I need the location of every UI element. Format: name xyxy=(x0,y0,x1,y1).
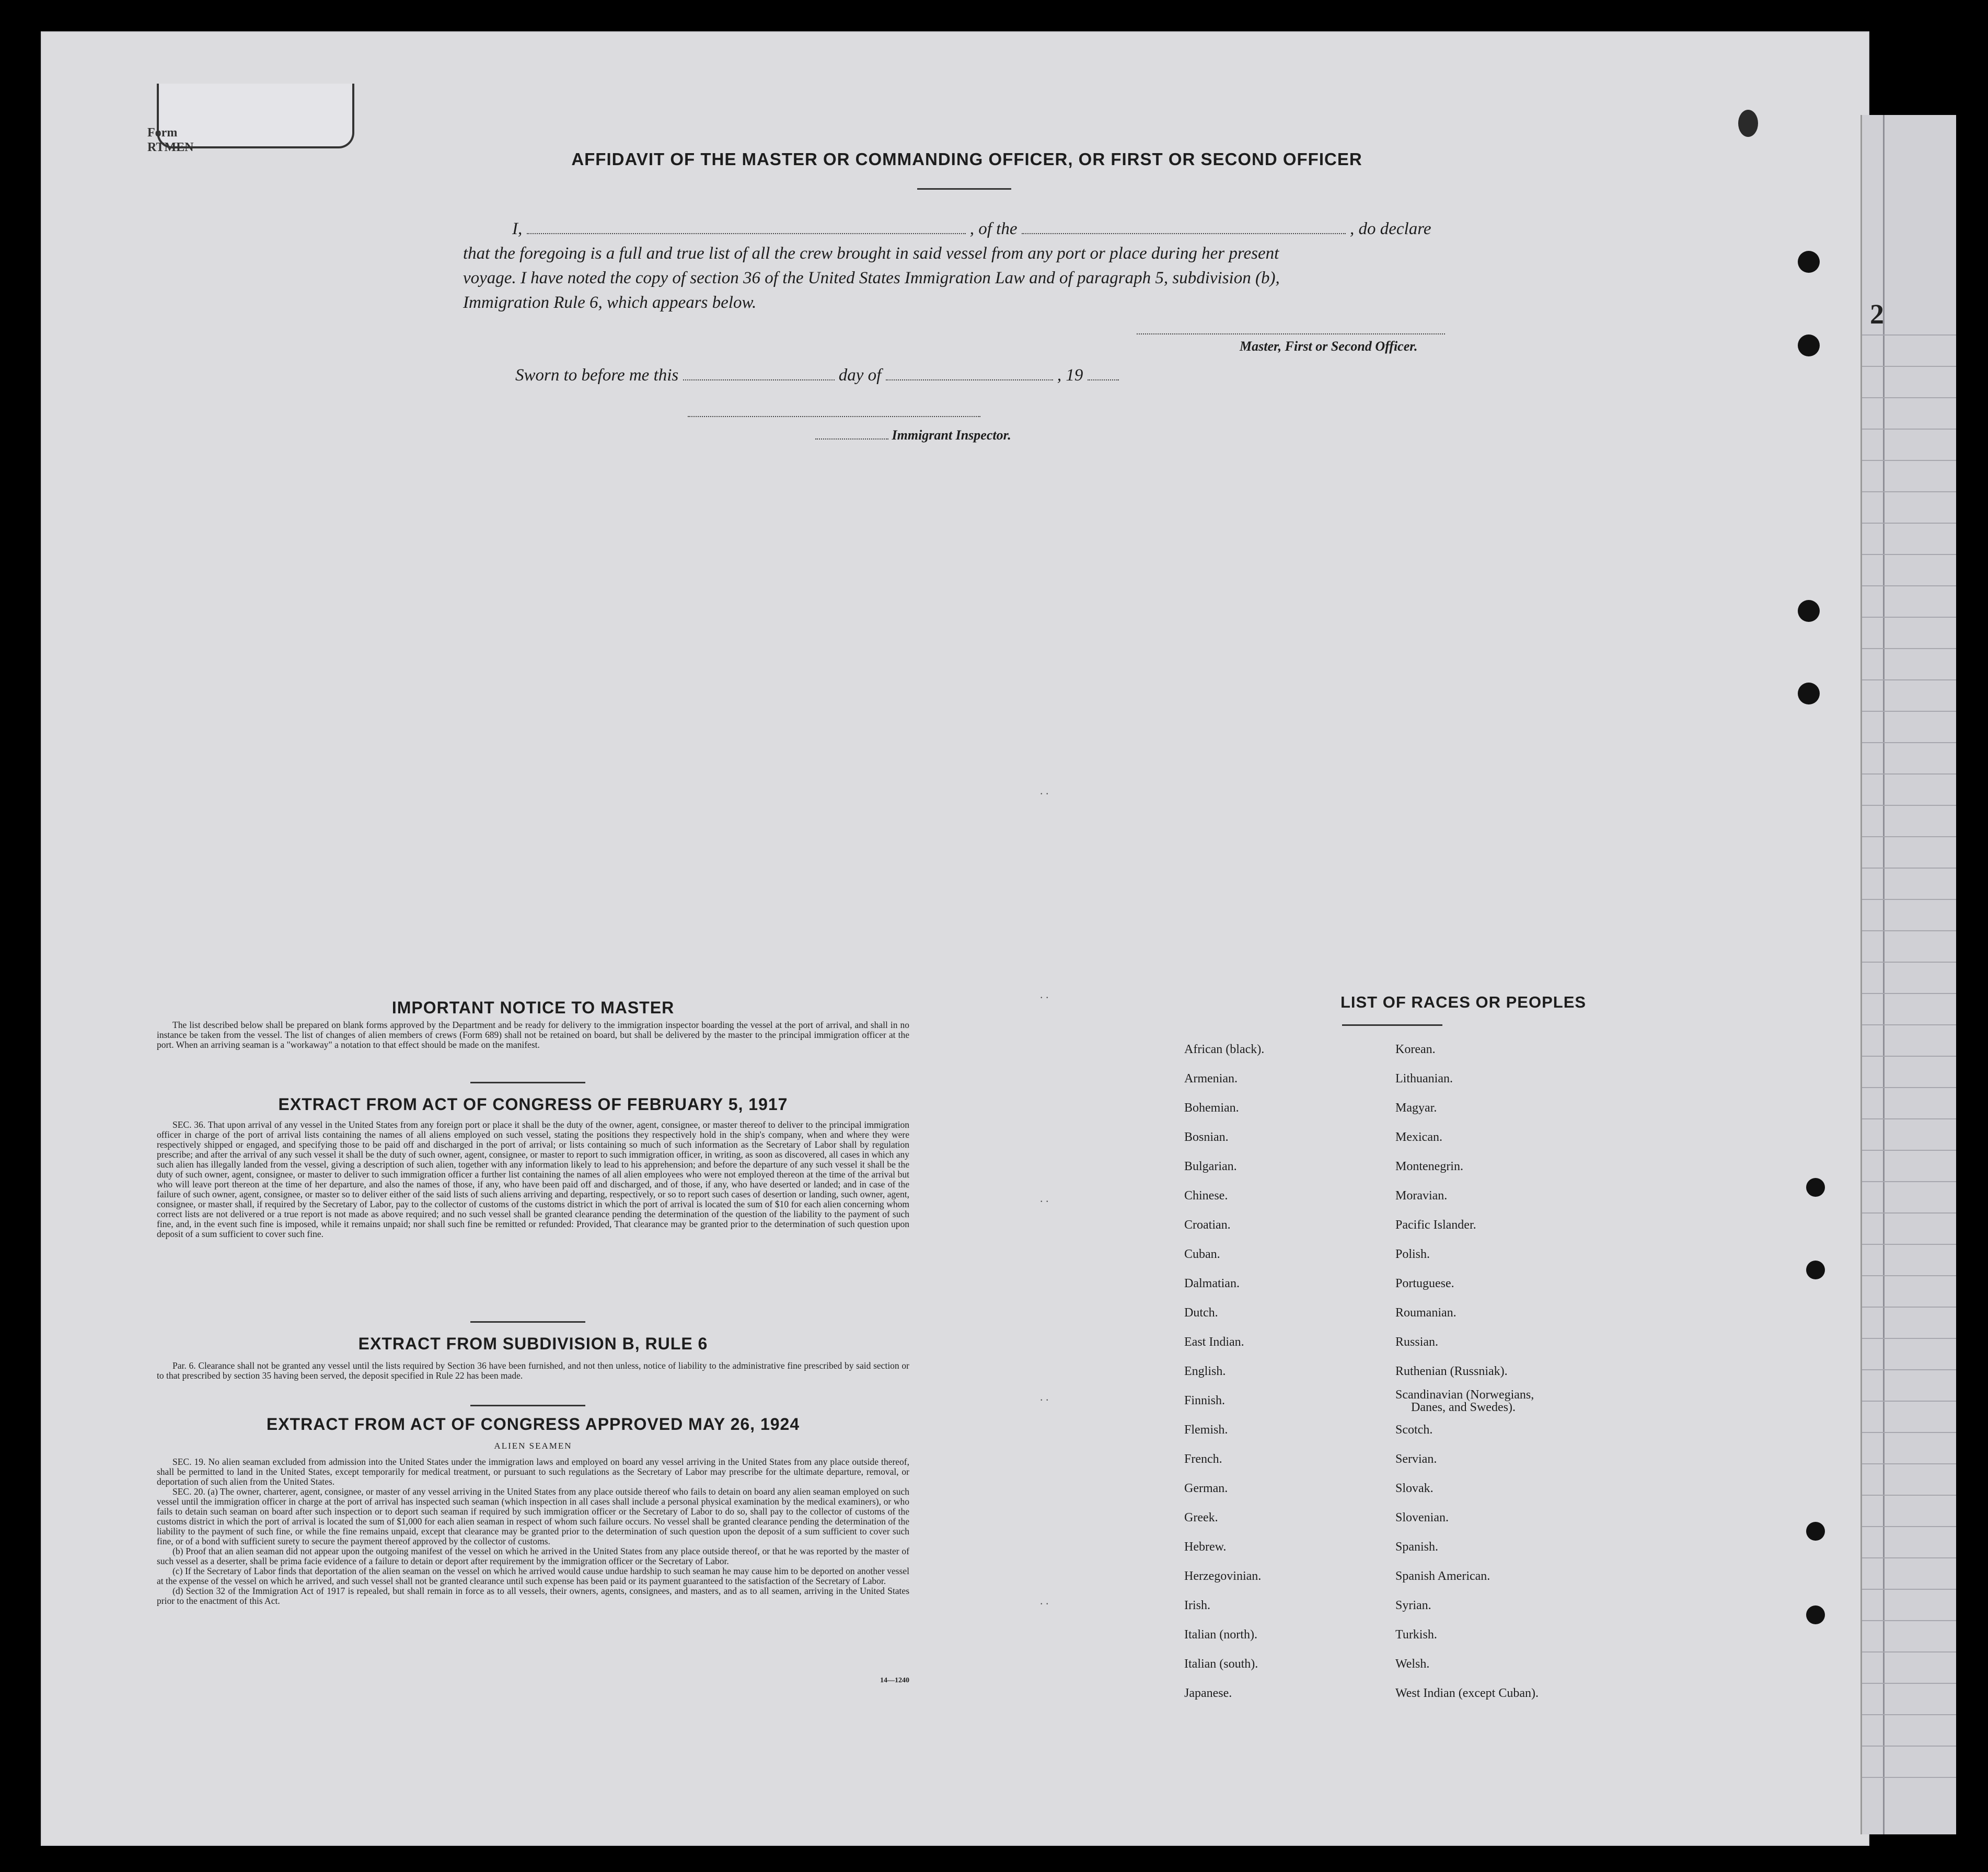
ledger-rule xyxy=(1862,1432,1956,1433)
bleed-through-mark: . . xyxy=(1040,1594,1049,1607)
race-item: Russian. xyxy=(1395,1335,1439,1349)
ledger-rule xyxy=(1862,1620,1956,1621)
race-item: Scandinavian (Norwegians, xyxy=(1395,1388,1534,1402)
sworn-prefix: Sworn to before me this xyxy=(515,366,679,385)
race-item: Moravian. xyxy=(1395,1189,1448,1203)
extract-1917-heading: EXTRACT FROM ACT OF CONGRESS OF FEBRUARY 5, 1917 xyxy=(278,1095,788,1114)
race-item: Syrian. xyxy=(1395,1599,1431,1612)
ledger-rule xyxy=(1862,460,1956,461)
ledger-rule xyxy=(1862,554,1956,555)
race-item: Lithuanian. xyxy=(1395,1072,1453,1085)
race-item: Greek. xyxy=(1184,1511,1218,1524)
race-item: Chinese. xyxy=(1184,1189,1228,1203)
ledger-rule xyxy=(1862,1777,1956,1778)
race-item: Magyar. xyxy=(1395,1101,1437,1115)
race-item: Flemish. xyxy=(1184,1423,1228,1437)
ledger-rule xyxy=(1862,1714,1956,1715)
race-item: Italian (south). xyxy=(1184,1657,1258,1671)
notice-text xyxy=(157,1020,909,1050)
ledger-rule xyxy=(1862,1275,1956,1276)
notice-paragraph: The list described below shall be prepared on blank forms approved by the Department and be ready for delivery to the immigration inspector boarding the vessel at the port of arrival, and shall in no instance be taken from the vessel. The list of changes of alien members of crews (Form 689) shall not be retained on board, but shall be delivered by the master to the principal immigration officer at the port. When an arriving seaman is a "workaway" a notation to that effect should be made on the manifest. xyxy=(157,1020,909,1050)
form-mark xyxy=(147,125,194,155)
race-item: Bohemian. xyxy=(1184,1101,1239,1115)
sworn-day-blank[interactable] xyxy=(683,366,835,380)
ledger-rule xyxy=(1862,1369,1956,1370)
ledger-rule xyxy=(1862,397,1956,398)
ledger-rule xyxy=(1862,334,1956,336)
race-item: French. xyxy=(1184,1452,1222,1466)
extract-1924-heading: EXTRACT FROM ACT OF CONGRESS APPROVED MAY 26, 1924 xyxy=(266,1415,800,1434)
bleed-through-mark: . . xyxy=(1040,1390,1049,1403)
ledger-rule xyxy=(1862,617,1956,618)
race-item: Spanish. xyxy=(1395,1540,1439,1554)
extract-1924-sec20c: (c) If the Secretary of Labor finds that deportation of the alien seaman on the vessel on which he arrived would cause undue hardship to such seaman he may cause him to be deported on another vessel at the expense of the vessel on which he arrived, and such vessel shall not be granted clearance until such expense has been paid or its payment guaranteed to the satisfaction of the Secretary of Labor. xyxy=(157,1566,909,1586)
ledger-rule xyxy=(1862,648,1956,649)
ledger-rule xyxy=(1862,1401,1956,1402)
race-item: Pacific Islander. xyxy=(1395,1218,1476,1232)
form-mark-line: Form xyxy=(147,126,178,140)
race-item: Korean. xyxy=(1395,1043,1436,1056)
race-item: Dalmatian. xyxy=(1184,1277,1240,1290)
extract-1924-sec20d: (d) Section 32 of the Immigration Act of 1917 is repealed, but shall remain in force as to all vessels, their owners, agents, consignees, and masters, and as to all seamen, arriving in the United States prior to the enactment of this Act. xyxy=(157,1586,909,1606)
ledger-rule xyxy=(1862,742,1956,743)
race-item: Welsh. xyxy=(1395,1657,1430,1671)
ledger-rule xyxy=(1862,962,1956,963)
ledger-rule xyxy=(1862,1683,1956,1684)
race-item: Japanese. xyxy=(1184,1686,1232,1700)
inspector-label-text: Immigrant Inspector. xyxy=(892,427,1011,443)
bleed-through-mark: . . xyxy=(1040,784,1049,797)
race-item: Bulgarian. xyxy=(1184,1160,1237,1173)
extract-rule6-paragraph: Par. 6. Clearance shall not be granted any vessel until the lists required by Section 36 have been furnished, and not then unless, notice of liability to the administrative fine prescribed by said section or to that prescribed by section 35 having been served, the deposit specified in Rule 22 has been made. xyxy=(157,1360,909,1381)
ledger-rule xyxy=(1862,899,1956,900)
extract-rule6-heading: EXTRACT FROM SUBDIVISION B, RULE 6 xyxy=(358,1334,708,1353)
ledger-rule xyxy=(1862,868,1956,869)
ledger-rule xyxy=(1862,993,1956,994)
race-item: Hebrew. xyxy=(1184,1540,1227,1554)
races-heading-underline xyxy=(1342,1024,1442,1026)
affidavit-line-3: voyage. I have noted the copy of section 36 of the United States Immigration Law and of paragraph 5, subdivision (b), xyxy=(463,269,1280,287)
extract-1924-sec20a: SEC. 20. (a) The owner, charterer, agent, consignee, or master of any vessel arriving in the United States from any place outside thereof who fails to detain on board any alien seaman employed on such vessel until the immigration officer in charge at the port of arrival has inspected such seaman (which inspection in all cases shall include a personal physical examination by the medical examiners), or who fails to detain such seaman on board after such inspection or to deport such seaman if required by such immigration officer or the Secretary of Labor to do so, shall pay to the collector of customs of the customs district in which the port of arrival is located the sum of $1,000 for each alien seaman in respect of whom such failure occurs. No vessel shall be granted clearance pending the determination of the liability to the payment of such fine, or while the fine remains unpaid, except that clearance may be granted prior to the determination of such question upon the deposit of a sum sufficient to cover such fine, or of a bond with sufficient surety to secure the payment thereof approved by the collector of customs. xyxy=(157,1486,909,1546)
ledger-rule xyxy=(1862,1150,1956,1151)
race-item: German. xyxy=(1184,1482,1228,1495)
adjoining-page-margin-line xyxy=(1883,115,1885,1834)
bleed-through-mark: . . xyxy=(1040,1192,1049,1205)
ledger-rule xyxy=(1862,1307,1956,1308)
ledger-rule xyxy=(1862,1338,1956,1339)
affidavit-i: I, xyxy=(512,219,523,238)
extract-rule6-text xyxy=(157,1361,909,1381)
punch-hole xyxy=(1798,683,1820,704)
ledger-rule xyxy=(1862,1526,1956,1527)
alien-seamen-subheading: ALIEN SEAMEN xyxy=(494,1441,572,1451)
punch-hole xyxy=(1806,1605,1825,1624)
ledger-rule xyxy=(1862,711,1956,712)
race-item: Cuban. xyxy=(1184,1247,1220,1261)
race-item: English. xyxy=(1184,1365,1226,1378)
master-signature-label: Master, First or Second Officer. xyxy=(1240,339,1418,354)
ledger-rule xyxy=(1862,491,1956,492)
section-separator xyxy=(470,1082,585,1083)
punch-hole xyxy=(1806,1522,1825,1541)
ledger-rule xyxy=(1862,366,1956,367)
ledger-rule xyxy=(1862,1087,1956,1088)
race-item: Italian (north). xyxy=(1184,1628,1257,1642)
race-item: Croatian. xyxy=(1184,1218,1231,1232)
race-item: Irish. xyxy=(1184,1599,1210,1612)
sworn-year: , 19 xyxy=(1057,366,1083,385)
race-item: Turkish. xyxy=(1395,1628,1437,1642)
race-item: Mexican. xyxy=(1395,1130,1442,1144)
ledger-rule xyxy=(1862,1746,1956,1747)
ledger-rule xyxy=(1862,1589,1956,1590)
race-item: Dutch. xyxy=(1184,1306,1218,1320)
ledger-rule xyxy=(1862,836,1956,837)
affidavit-title: AFFIDAVIT OF THE MASTER OR COMMANDING OFFICER, OR FIRST OR SECOND OFFICER xyxy=(571,149,1362,169)
affidavit-do-declare: , do declare xyxy=(1349,219,1431,238)
ledger-rule xyxy=(1862,1463,1956,1464)
affidavit-line-1 xyxy=(512,219,1431,239)
race-item: West Indian (except Cuban). xyxy=(1395,1686,1539,1700)
section-separator xyxy=(470,1321,585,1323)
ledger-rule xyxy=(1862,1181,1956,1182)
name-blank[interactable] xyxy=(527,219,966,234)
race-item: Spanish American. xyxy=(1395,1569,1490,1583)
punch-hole xyxy=(1798,334,1820,356)
affidavit-line-2: that the foregoing is a full and true list of all the crew brought in said vessel from any port or place during her present xyxy=(463,244,1279,263)
races-heading: LIST OF RACES OR PEOPLES xyxy=(1340,993,1587,1011)
extract-1924-text xyxy=(157,1457,909,1606)
race-item: Servian. xyxy=(1395,1452,1437,1466)
ledger-rule xyxy=(1862,773,1956,775)
sworn-month-blank[interactable] xyxy=(886,366,1053,380)
affidavit-of-the: , of the xyxy=(969,219,1018,238)
race-item: Slovenian. xyxy=(1395,1511,1449,1524)
inspector-signature-line[interactable] xyxy=(688,416,980,417)
race-item: Roumanian. xyxy=(1395,1306,1457,1320)
sworn-line xyxy=(515,366,1119,385)
form-mark-line: RTMEN xyxy=(147,141,194,154)
race-item: Herzegovinian. xyxy=(1184,1569,1262,1583)
ledger-rule xyxy=(1862,930,1956,931)
punch-hole xyxy=(1798,251,1820,273)
race-item: Armenian. xyxy=(1184,1072,1238,1085)
race-item: Danes, and Swedes). xyxy=(1411,1401,1516,1414)
adjoining-page xyxy=(1860,115,1956,1834)
notice-heading: IMPORTANT NOTICE TO MASTER xyxy=(391,998,675,1017)
race-item: Scotch. xyxy=(1395,1423,1433,1437)
race-item: African (black). xyxy=(1184,1043,1265,1056)
ledger-rule xyxy=(1862,1557,1956,1558)
affidavit-title-underline xyxy=(917,188,1011,190)
ledger-rule xyxy=(1862,1495,1956,1496)
extract-1917-text xyxy=(157,1120,909,1239)
vessel-blank[interactable] xyxy=(1022,219,1346,234)
punch-hole xyxy=(1806,1261,1825,1279)
race-item: Finnish. xyxy=(1184,1394,1226,1407)
race-item: Bosnian. xyxy=(1184,1130,1229,1144)
ledger-rule xyxy=(1862,805,1956,806)
grommet xyxy=(1738,110,1758,137)
ledger-rule xyxy=(1862,1024,1956,1025)
race-item: East Indian. xyxy=(1184,1335,1244,1349)
race-item: Montenegrin. xyxy=(1395,1160,1463,1173)
sworn-year-blank[interactable] xyxy=(1088,366,1119,380)
bleed-through-mark: . . xyxy=(1040,988,1049,1001)
affidavit-line-4: Immigration Rule 6, which appears below. xyxy=(463,293,757,312)
extract-1924-sec19: SEC. 19. No alien seaman excluded from admission into the United States under the immigration laws and employed on board any vessel arriving in the United States from any place outside thereof, shall be permitted to land in the United States, except temporarily for medical treatment, or pursuant to such regulations as the Secretary of Labor may prescribe for the ultimate departure, removal, or deportation of such alien from the United States. xyxy=(157,1457,909,1487)
ledger-rule xyxy=(1862,679,1956,680)
master-signature-line[interactable] xyxy=(1137,333,1445,334)
inspector-label xyxy=(815,427,1011,443)
punch-hole xyxy=(1798,600,1820,622)
page-number: 2 xyxy=(1870,298,1884,330)
section-separator xyxy=(470,1405,585,1406)
race-item: Portuguese. xyxy=(1395,1277,1454,1290)
ledger-rule xyxy=(1862,429,1956,430)
sworn-day-of: day of xyxy=(838,366,882,385)
punch-hole xyxy=(1806,1178,1825,1197)
ledger-rule xyxy=(1862,1212,1956,1214)
extract-1924-sec20b: (b) Proof that an alien seaman did not appear upon the outgoing manifest of the vessel on which he arrived in the United States from any place outside thereof, or that he was reported by the master of such vessel as a deserter, shall be prima facie evidence of a failure to detain or deport after requirement by the immigration officer or the Secretary of Labor. xyxy=(157,1546,909,1566)
race-item: Slovak. xyxy=(1395,1482,1434,1495)
ledger-rule xyxy=(1862,1118,1956,1119)
ledger-rule xyxy=(1862,1244,1956,1245)
form-number: 14—1240 xyxy=(880,1677,909,1684)
race-item: Polish. xyxy=(1395,1247,1430,1261)
race-item: Ruthenian (Russniak). xyxy=(1395,1365,1508,1378)
extract-1917-paragraph: SEC. 36. That upon arrival of any vessel in the United States from any foreign port or place it shall be the duty of the owner, agent, consignee, or master thereof to deliver to the principal immigration officer in charge of the port of arrival lists containing the names of all aliens employed on such vessel, stating the positions they respectively hold in the ship's company, when and where they were respectively shipped or engaged, and specifying those to be paid off and discharged in the port of arrival; or lists containing so much of such information as the Secretary of Labor shall by regulation prescribe; and after the arrival of any such vessel it shall be the duty of such owner, agent, consignee, or master to report to such immigration officer, in writing, as soon as discovered, all cases in which any such alien has illegally landed from the vessel, giving a description of such alien, together with any information likely to lead to his apprehension; and before the departure of any such vessel it shall be the duty of such owner, agent, consignee, or master to deliver to such immigration officer a further list containing the names of all alien employees who were not employed thereon at the time of the arrival but who will leave port thereon at the time of her departure, and also the names of those, if any, who have been paid off and discharged, and of those, if any, who have deserted or landed; and in case of the failure of such owner, agent, consignee, or master so to deliver either of the said lists of such aliens arriving and departing, respectively, or so to report such cases of desertion or landing, such owner, agent, consignee, or master shall, if required by the Secretary of Labor, pay to the collector of customs of the customs district in which the port of arrival is located the sum of $10 for each alien concerning whom correct lists are not delivered or a true report is not made as above required; and no such vessel shall be granted clearance pending the determination of the question of the liability to the payment of such fine, and, in the event such fine is imposed, while it remains unpaid; nor shall such fine be remitted or refunded: Provided, That clearance may be granted prior to the determination of such question upon deposit of a sum sufficient to cover such fine. xyxy=(157,1119,909,1239)
ledger-rule xyxy=(1862,1056,1956,1057)
ledger-rule xyxy=(1862,523,1956,524)
inspector-dots xyxy=(815,429,888,440)
ledger-rule xyxy=(1862,1651,1956,1653)
ledger-rule xyxy=(1862,585,1956,586)
